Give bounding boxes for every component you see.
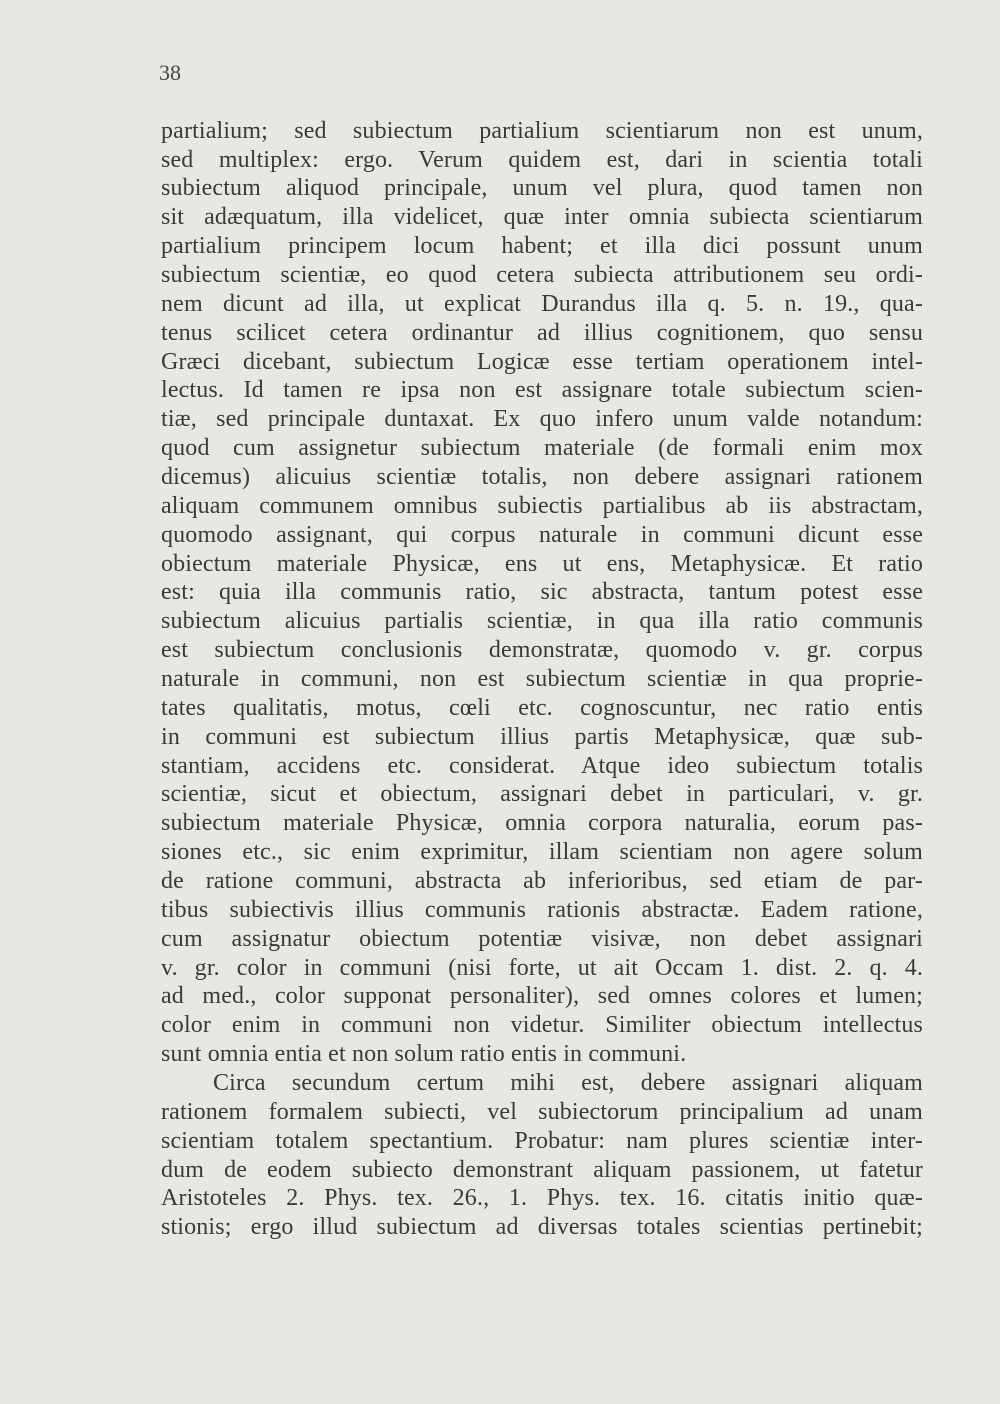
text-line: aliquam communem omnibus subiectis partialibus ab iis abstractam, [161, 493, 923, 519]
text-line: ad med., color supponat personaliter), sed omnes colores et lumen; [161, 983, 923, 1009]
page-number: 38 [159, 60, 181, 85]
text-line: sed multiplex: ergo. Verum quidem est, dari in scientia totali [161, 147, 923, 173]
text-line: est: quia illa communis ratio, sic abstracta, tantum potest esse [161, 579, 923, 605]
text-line: subiectum scientiæ, eo quod cetera subiecta attributionem seu ordi- [161, 262, 923, 288]
text-line: tiæ, sed principale duntaxat. Ex quo infero unum valde notandum: [161, 406, 923, 432]
text-line: quod cum assignetur subiectum materiale (de formali enim mox [161, 435, 923, 461]
text-line: Aristoteles 2. Phys. tex. 26., 1. Phys. tex. 16. citatis initio quæ- [161, 1185, 923, 1211]
text-line: scientiam totalem spectantium. Probatur: nam plures scientiæ inter- [161, 1128, 923, 1154]
text-line: dum de eodem subiecto demonstrant aliquam passionem, ut fatetur [161, 1157, 923, 1183]
text-line: sit adæquatum, illa videlicet, quæ inter omnia subiecta scientiarum [161, 204, 923, 230]
text-line: quomodo assignant, qui corpus naturale in communi dicunt esse [161, 522, 923, 548]
text-line: nem dicunt ad illa, ut explicat Durandus illa q. 5. n. 19., qua- [161, 291, 923, 317]
text-line: stantiam, accidens etc. considerat. Atque ideo subiectum totalis [161, 753, 923, 779]
text-line: scientiæ, sicut et obiectum, assignari debet in particulari, v. gr. [161, 781, 923, 807]
text-line: Græci dicebant, subiectum Logicæ esse tertiam operationem intel- [161, 349, 923, 375]
text-line: Circa secundum certum mihi est, debere assignari aliquam [213, 1070, 923, 1096]
text-line: color enim in communi non videtur. Similiter obiectum intellectus [161, 1012, 923, 1038]
text-line: de ratione communi, abstracta ab inferioribus, sed etiam de par- [161, 868, 923, 894]
text-line: subiectum materiale Physicæ, omnia corpora naturalia, eorum pas- [161, 810, 923, 836]
text-line: partialium principem locum habent; et illa dici possunt unum [161, 233, 923, 259]
text-line: rationem formalem subiecti, vel subiectorum principalium ad unam [161, 1099, 923, 1125]
text-line: tibus subiectivis illius communis rationis abstractæ. Eadem ratione, [161, 897, 923, 923]
text-line: lectus. Id tamen re ipsa non est assignare totale subiectum scien- [161, 377, 923, 403]
text-line: tates qualitatis, motus, cœli etc. cognoscuntur, nec ratio entis [161, 695, 923, 721]
text-line: siones etc., sic enim exprimitur, illam scientiam non agere solum [161, 839, 923, 865]
text-line: dicemus) alicuius scientiæ totalis, non debere assignari rationem [161, 464, 923, 490]
text-line: subiectum aliquod principale, unum vel plura, quod tamen non [161, 175, 923, 201]
text-line: naturale in communi, non est subiectum scientiæ in qua proprie- [161, 666, 923, 692]
text-line: obiectum materiale Physicæ, ens ut ens, Metaphysicæ. Et ratio [161, 551, 923, 577]
text-line: subiectum alicuius partialis scientiæ, in qua illa ratio communis [161, 608, 923, 634]
text-line: cum assignatur obiectum potentiæ visivæ, non debet assignari [161, 926, 923, 952]
text-line: stionis; ergo illud subiectum ad diversas totales scientias pertinebit; [161, 1214, 923, 1240]
text-line: sunt omnia entia et non solum ratio entis in communi. [161, 1041, 687, 1067]
text-line: in communi est subiectum illius partis Metaphysicæ, quæ sub- [161, 724, 923, 750]
text-line: est subiectum conclusionis demonstratæ, quomodo v. gr. corpus [161, 637, 923, 663]
text-line: tenus scilicet cetera ordinantur ad illius cognitionem, quo sensu [161, 320, 923, 346]
text-line: partialium; sed subiectum partialium scientiarum non est unum, [161, 118, 923, 144]
text-line: v. gr. color in communi (nisi forte, ut ait Occam 1. dist. 2. q. 4. [161, 955, 923, 981]
